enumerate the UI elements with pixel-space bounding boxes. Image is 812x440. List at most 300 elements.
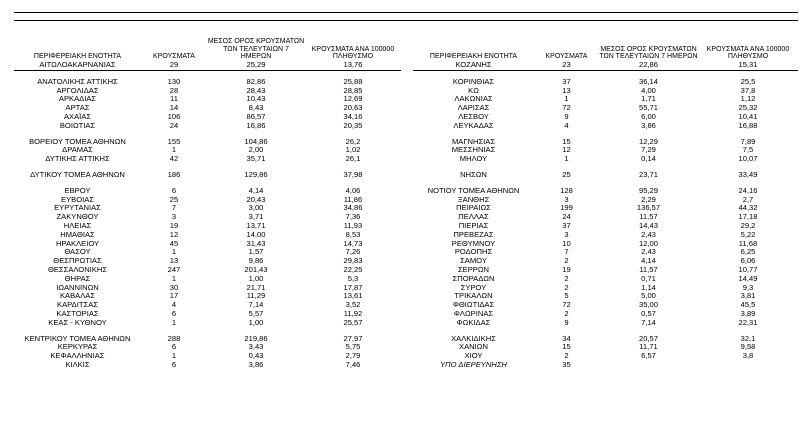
cell-region: ΘΑΣΟΥ xyxy=(64,248,91,257)
cell-avg7: 28,43 xyxy=(246,86,266,95)
cell-cases: 12 xyxy=(169,230,179,239)
cell-cases: 37 xyxy=(562,77,571,86)
cell-avg7: 35,00 xyxy=(638,301,658,310)
cell-cases: 34 xyxy=(562,334,571,343)
table-row xyxy=(14,319,401,328)
cell-per100k: 25,88 xyxy=(343,77,363,86)
cell-region: ΠΕΙΡΑΙΩΣ xyxy=(456,204,491,213)
cell-cases: 4 xyxy=(171,301,177,310)
col-header-region: ΠΕΡΙΦΕΡΕΙΑΚΗ ΕΝΟΤΗΤΑ xyxy=(429,53,518,61)
cell-region: ΚΩ xyxy=(468,86,479,95)
cell-avg7: 3,00 xyxy=(248,204,264,213)
cell-avg7: 0,43 xyxy=(248,352,264,361)
cell-region: ΣΠΟΡΑΔΩΝ xyxy=(452,274,495,283)
cell-avg7: 11,57 xyxy=(639,213,658,222)
cell-per100k: 15,31 xyxy=(698,61,798,70)
cell-avg7: 201,43 xyxy=(244,265,268,274)
cell-cases: 30 xyxy=(169,283,179,292)
cell-region: ΜΕΣΣΗΝΙΑΣ xyxy=(451,146,496,155)
cell-avg7: 22,86 xyxy=(599,61,698,70)
cell-region: ΑΧΑΪΑΣ xyxy=(63,112,92,121)
cell-cases: 2 xyxy=(564,257,569,266)
table-row xyxy=(413,87,798,96)
cell-cases: 186 xyxy=(167,170,181,179)
cell-cases: 1 xyxy=(564,155,569,164)
cell-cases: 1 xyxy=(171,146,177,155)
cell-avg7: 6,00 xyxy=(641,112,656,121)
cell-cases: 72 xyxy=(562,104,571,113)
cell-per100k: 22,31 xyxy=(738,318,758,327)
table-body-right xyxy=(413,61,798,370)
cell-cases: 17 xyxy=(169,292,179,301)
table-row xyxy=(413,352,798,361)
table-row xyxy=(14,87,401,96)
table-row xyxy=(14,204,401,213)
cell-cases: 15 xyxy=(562,137,571,146)
cell-per100k: 5,75 xyxy=(345,343,361,352)
cell-cases: 23 xyxy=(534,61,599,70)
cell-avg7: 7,29 xyxy=(641,146,656,155)
cell-region: ΙΩΑΝΝΙΝΩΝ xyxy=(56,283,99,292)
table-row xyxy=(413,204,798,213)
spacer-row xyxy=(14,131,401,138)
cell-avg7: 25,29 xyxy=(207,61,305,70)
cell-avg7: 14,43 xyxy=(638,221,658,230)
cell-region: ΚΟΡΙΝΘΙΑΣ xyxy=(452,77,495,86)
table-row xyxy=(413,155,798,164)
spacer-cell xyxy=(14,164,401,171)
cell-cases: 24 xyxy=(169,121,179,130)
cell-per100k: 25,57 xyxy=(343,318,363,327)
cell-region: ΡΕΘΥΜΝΟΥ xyxy=(451,239,496,248)
cell-cases: 19 xyxy=(169,221,179,230)
cell-avg7: 21,71 xyxy=(246,283,266,292)
table-row xyxy=(413,301,798,310)
cell-cases: 35 xyxy=(562,360,571,369)
cell-region: ΑΙΤΩΛΟΑΚΑΡΝΑΝΙΑΣ xyxy=(14,61,141,70)
table-row xyxy=(14,248,401,257)
cell-region: ΚΑΒΑΛΑΣ xyxy=(59,292,96,301)
left-table-panel xyxy=(14,30,401,370)
cell-per100k: 20,35 xyxy=(343,121,363,130)
cell-avg7: 5,57 xyxy=(248,309,264,318)
cell-cases: 72 xyxy=(562,301,571,310)
table-row xyxy=(413,310,798,319)
cell-per100k: 29,2 xyxy=(740,221,756,230)
top-rule xyxy=(14,12,798,13)
cell-cases: 3 xyxy=(564,195,569,204)
cell-avg7: 11,57 xyxy=(639,265,658,274)
table-row xyxy=(14,196,401,205)
table-row xyxy=(14,138,401,147)
cell-region: ΣΑΜΟΥ xyxy=(460,257,487,266)
cell-per100k: 37,8 xyxy=(740,86,756,95)
cell-cases: 7 xyxy=(564,248,569,257)
cell-cases: 1 xyxy=(171,248,177,257)
cell-per100k: 3,52 xyxy=(345,301,361,310)
cell-per100k: 2,7 xyxy=(742,195,754,204)
cell-per100k: 9,58 xyxy=(740,343,756,352)
cell-per100k: 13,76 xyxy=(305,61,401,70)
cell-region: ΖΑΚΥΝΘΟΥ xyxy=(56,213,99,222)
cell-per100k: 3,81 xyxy=(740,292,756,301)
table-row xyxy=(413,361,798,370)
cell-region: ΕΥΡΥΤΑΝΙΑΣ xyxy=(54,204,101,213)
cell-avg7: 0,71 xyxy=(641,274,656,283)
cell-avg7: 4,14 xyxy=(248,186,264,195)
table-row xyxy=(14,284,401,293)
spacer-row xyxy=(413,180,798,187)
cell-cases: 4 xyxy=(564,121,569,130)
spacer-row xyxy=(413,164,798,171)
cell-per100k: 5,22 xyxy=(740,230,756,239)
cell-avg7: 20,57 xyxy=(638,334,658,343)
cell-avg7: 12,00 xyxy=(638,239,658,248)
cell-cases: 9 xyxy=(564,112,569,121)
header-row xyxy=(14,30,401,61)
cell-per100k: 9,3 xyxy=(742,283,754,292)
cell-region: ΗΡΑΚΛΕΙΟΥ xyxy=(55,239,100,248)
cell-per100k: 1,12 xyxy=(740,95,756,104)
table-row xyxy=(413,196,798,205)
spacer-row xyxy=(413,131,798,138)
table-row xyxy=(14,61,401,70)
cell-per100k: 11,68 xyxy=(738,239,758,248)
cell-per100k: 8,53 xyxy=(345,230,361,239)
table-row xyxy=(413,319,798,328)
cell-per100k: 33,49 xyxy=(738,170,758,179)
cell-cases: 5 xyxy=(564,292,569,301)
cell-region: ΘΕΣΠΡΩΤΙΑΣ xyxy=(53,257,102,266)
cell-region: ΑΡΓΟΛΙΔΑΣ xyxy=(56,86,99,95)
spacer-cell xyxy=(413,180,798,187)
cell-cases: 6 xyxy=(171,309,177,318)
cell-per100k: 32,1 xyxy=(740,334,756,343)
cell-region: ΚΑΣΤΟΡΙΑΣ xyxy=(56,309,99,318)
cell-per100k: 12,69 xyxy=(343,95,363,104)
cell-cases: 1 xyxy=(171,274,177,283)
cell-avg7: 1,71 xyxy=(641,95,656,104)
cell-region: ΔΥΤΙΚΗΣ ΑΤΤΙΚΗΣ xyxy=(45,155,110,164)
cell-cases: 2 xyxy=(564,283,569,292)
cell-per100k: 28,85 xyxy=(343,86,363,95)
cell-per100k: 11,86 xyxy=(343,195,363,204)
cell-region: ΚΕΡΚΥΡΑΣ xyxy=(57,343,98,352)
spacer-cell xyxy=(413,131,798,138)
cell-cases: 15 xyxy=(562,343,571,352)
table-row xyxy=(413,61,798,70)
cell-region: ΠΙΕΡΙΑΣ xyxy=(458,221,489,230)
cases-table-right xyxy=(413,30,798,370)
cell-region: ΝΟΤΙΟΥ ΤΟΜΕΑ ΑΘΗΝΩΝ xyxy=(427,186,520,195)
table-row xyxy=(413,335,798,344)
cell-cases: 3 xyxy=(171,213,177,222)
table-row xyxy=(14,240,401,249)
cell-per100k: 1,02 xyxy=(345,146,361,155)
cell-cases: 45 xyxy=(169,239,179,248)
cell-per100k: 44,32 xyxy=(738,204,758,213)
cell-cases: 11 xyxy=(170,95,178,104)
cell-cases: 19 xyxy=(562,265,571,274)
cell-region: ΗΜΑΘΙΑΣ xyxy=(60,230,95,239)
cell-per100k: 16,88 xyxy=(738,121,758,130)
table-row xyxy=(14,146,401,155)
cell-avg7: 55,71 xyxy=(638,104,658,113)
table-row xyxy=(413,138,798,147)
cell-per100k: 3,8 xyxy=(742,352,754,361)
table-row xyxy=(14,187,401,196)
table-row xyxy=(413,257,798,266)
table-row xyxy=(413,213,798,222)
cell-cases: 247 xyxy=(167,265,181,274)
cell-per100k: 17,87 xyxy=(343,283,363,292)
cell-cases: 128 xyxy=(560,186,573,195)
spacer-cell xyxy=(14,70,401,78)
cell-region: ΔΡΑΜΑΣ xyxy=(62,146,93,155)
table-row xyxy=(14,231,401,240)
spacer-cell xyxy=(14,131,401,138)
table-row xyxy=(413,171,798,180)
cell-region: ΛΕΥΚΑΔΑΣ xyxy=(453,121,494,130)
cell-avg7: 2,00 xyxy=(248,146,264,155)
cell-region: ΑΝΑΤΟΛΙΚΗΣ ΑΤΤΙΚΗΣ xyxy=(37,77,118,86)
cell-avg7: 7,14 xyxy=(248,301,264,310)
cell-avg7: 23,71 xyxy=(638,170,658,179)
cell-region: ΝΗΣΩΝ xyxy=(460,170,487,179)
table-row xyxy=(413,187,798,196)
cell-per100k: 11,93 xyxy=(343,221,363,230)
cell-avg7: 0,14 xyxy=(641,155,656,164)
cell-avg7: 7,14 xyxy=(641,318,656,327)
cell-avg7: 16,86 xyxy=(246,121,266,130)
cell-cases: 12 xyxy=(562,146,571,155)
cell-avg7: 4,14 xyxy=(641,257,656,266)
cell-cases: 1 xyxy=(171,352,177,361)
cell-per100k: 25,5 xyxy=(740,77,756,86)
cell-avg7: 2,43 xyxy=(641,230,656,239)
spacer-cell xyxy=(413,70,798,78)
cell-per100k: 7,46 xyxy=(345,360,361,369)
cell-per100k: 37,98 xyxy=(343,170,363,179)
cell-region: ΦΩΚΙΔΑΣ xyxy=(456,318,491,327)
cell-region: ΗΛΕΙΑΣ xyxy=(63,221,92,230)
table-row xyxy=(413,292,798,301)
cell-region: ΚΕΑΣ - ΚΥΘΝΟΥ xyxy=(48,318,107,327)
cell-per100k: 7,89 xyxy=(740,137,756,146)
table-row xyxy=(14,275,401,284)
table-row xyxy=(413,146,798,155)
cell-region: ΕΒΡΟΥ xyxy=(64,186,91,195)
cell-avg7: 11,71 xyxy=(639,343,658,352)
cell-cases: 14 xyxy=(169,104,179,113)
col-header-per100k: ΚΡΟΥΣΜΑΤΑ ΑΝΑ 100000 ΠΛΗΘΥΣΜΟ xyxy=(311,45,395,61)
cell-avg7: 86,57 xyxy=(246,112,266,121)
cell-per100k: 29,83 xyxy=(343,257,363,266)
cell-avg7: 104,86 xyxy=(244,137,268,146)
cell-region: ΚΕΝΤΡΙΚΟΥ ΤΟΜΕΑ ΑΘΗΝΩΝ xyxy=(24,334,131,343)
table-row xyxy=(14,335,401,344)
table-row xyxy=(413,122,798,131)
table-row xyxy=(14,155,401,164)
cell-cases: 6 xyxy=(171,186,177,195)
cell-region: ΥΠΟ ΔΙΕΡΕΥΝΗΣΗ xyxy=(440,360,507,369)
col-header-avg7: ΜΕΣΟΣ ΟΡΟΣ ΚΡΟΥΣΜΑΤΩΝ ΤΩΝ ΤΕΛΕΥΤΑΙΩΝ 7 ΗΜΕΡΩΝ xyxy=(207,38,305,61)
table-row xyxy=(14,95,401,104)
table-row xyxy=(14,171,401,180)
table-row xyxy=(14,78,401,87)
table-row xyxy=(14,361,401,370)
cell-region: ΚΟΖΑΝΗΣ xyxy=(413,61,534,70)
col-header-cases: ΚΡΟΥΣΜΑΤΑ xyxy=(153,53,195,61)
cell-cases: 28 xyxy=(169,86,179,95)
cell-cases: 6 xyxy=(171,360,177,369)
cell-region: ΑΡΚΑΔΙΑΣ xyxy=(58,95,97,104)
spacer-cell xyxy=(413,328,798,335)
spacer-row xyxy=(14,180,401,187)
cell-cases: 24 xyxy=(562,213,571,222)
cell-avg7: 10,43 xyxy=(246,95,266,104)
cell-avg7: 12,29 xyxy=(638,137,658,146)
cell-per100k: 7,26 xyxy=(345,248,361,257)
cell-per100k: 26,1 xyxy=(345,155,361,164)
header-rule xyxy=(14,20,798,21)
right-table-panel xyxy=(413,30,798,370)
cell-avg7: 3,43 xyxy=(248,343,264,352)
cell-avg7: 35,71 xyxy=(246,155,266,164)
cell-cases: 29 xyxy=(141,61,207,70)
cell-per100k: 13,61 xyxy=(343,292,363,301)
cell-per100k: 10,41 xyxy=(738,112,758,121)
cell-per100k: 22,25 xyxy=(343,265,363,274)
table-row xyxy=(14,104,401,113)
cell-cases: 199 xyxy=(560,204,573,213)
table-row xyxy=(413,240,798,249)
spacer-row xyxy=(14,164,401,171)
cell-region: ΚΙΛΚΙΣ xyxy=(65,360,90,369)
table-row xyxy=(14,113,401,122)
table-row xyxy=(14,257,401,266)
cell-avg7: 13,71 xyxy=(246,221,266,230)
cell-avg7: 136,57 xyxy=(636,204,661,213)
cell-avg7: 20,43 xyxy=(246,195,266,204)
cell-cases: 6 xyxy=(171,343,177,352)
cell-per100k: 34,16 xyxy=(343,112,363,121)
cell-avg7: 0,57 xyxy=(641,309,656,318)
table-row xyxy=(14,266,401,275)
cell-region: ΦΘΙΩΤΙΔΑΣ xyxy=(452,301,495,310)
cell-per100k: 11,92 xyxy=(343,309,363,318)
cell-cases: 7 xyxy=(171,204,177,213)
spacer-row xyxy=(413,328,798,335)
cell-region: ΔΥΤΙΚΟΥ ΤΟΜΕΑ ΑΘΗΝΩΝ xyxy=(30,170,125,179)
spacer-cell xyxy=(14,328,401,335)
cell-per100k: 10,07 xyxy=(738,155,758,164)
cell-avg7: 3,86 xyxy=(641,121,656,130)
cell-region: ΧΑΝΙΩΝ xyxy=(459,343,488,352)
table-row xyxy=(413,343,798,352)
cell-cases: 1 xyxy=(171,318,177,327)
col-header-region: ΠΕΡΙΦΕΡΕΙΑΚΗ ΕΝΟΤΗΤΑ xyxy=(33,53,122,61)
cell-cases: 25 xyxy=(169,195,179,204)
spacer-cell xyxy=(14,180,401,187)
cell-avg7: 1,14 xyxy=(641,283,656,292)
cell-avg7: 129,86 xyxy=(244,170,268,179)
cell-per100k: 4,06 xyxy=(345,186,361,195)
cell-region: ΣΥΡΟΥ xyxy=(460,283,487,292)
cell-avg7: 1,00 xyxy=(248,274,264,283)
cell-avg7: 6,57 xyxy=(641,352,656,361)
cell-avg7: 36,14 xyxy=(638,77,658,86)
cell-cases: 13 xyxy=(562,86,571,95)
cell-avg7: 5,00 xyxy=(641,292,656,301)
cell-cases: 9 xyxy=(564,318,569,327)
cell-per100k: 45,5 xyxy=(740,301,756,310)
cases-table-left xyxy=(14,30,401,370)
cell-per100k: 5,3 xyxy=(347,274,359,283)
cell-cases: 25 xyxy=(562,170,571,179)
table-row xyxy=(413,231,798,240)
cell-region: ΘΗΡΑΣ xyxy=(64,274,91,283)
cell-per100k: 17,18 xyxy=(738,213,758,222)
table-row xyxy=(14,343,401,352)
cell-per100k: 3,89 xyxy=(740,309,756,318)
cell-region: ΛΑΚΩΝΙΑΣ xyxy=(454,95,493,104)
cell-per100k: 7,36 xyxy=(345,213,361,222)
cell-per100k: 6,25 xyxy=(740,248,756,257)
cell-cases: 10 xyxy=(562,239,571,248)
cell-region: ΒΟΡΕΙΟΥ ΤΟΜΕΑ ΑΘΗΝΩΝ xyxy=(29,137,126,146)
spacer-row xyxy=(413,70,798,78)
cell-avg7 xyxy=(599,361,698,370)
cell-cases: 155 xyxy=(167,137,181,146)
cell-avg7: 1,00 xyxy=(248,318,264,327)
cell-region: ΣΕΡΡΩΝ xyxy=(457,265,490,274)
table-body-left xyxy=(14,61,401,370)
cell-cases: 2 xyxy=(564,309,569,318)
cell-region: ΞΑΝΘΗΣ xyxy=(457,195,490,204)
cell-region: ΧΙΟΥ xyxy=(464,352,483,361)
cell-avg7: 9,86 xyxy=(248,257,264,266)
table-row xyxy=(413,275,798,284)
cell-avg7: 2,43 xyxy=(641,248,656,257)
cell-per100k: 2,79 xyxy=(345,352,361,361)
cell-avg7: 219,86 xyxy=(244,334,268,343)
cell-per100k: 27,97 xyxy=(343,334,363,343)
table-row xyxy=(14,213,401,222)
table-row xyxy=(413,248,798,257)
cell-region: ΠΕΛΛΑΣ xyxy=(458,213,489,222)
cell-region: ΠΡΕΒΕΖΑΣ xyxy=(453,230,494,239)
cell-region: ΧΑΛΚΙΔΙΚΗΣ xyxy=(451,334,496,343)
col-header-avg7: ΜΕΣΟΣ ΟΡΟΣ ΚΡΟΥΣΜΑΤΩΝ ΤΩΝ ΤΕΛΕΥΤΑΙΩΝ 7 ΗΜΕΡΩΝ xyxy=(599,45,698,61)
table-row xyxy=(413,222,798,231)
cell-cases: 37 xyxy=(562,221,571,230)
cell-per100k: 34,86 xyxy=(343,204,363,213)
cell-per100k: 20,63 xyxy=(343,104,363,113)
cell-region: ΤΡΙΚΑΛΩΝ xyxy=(454,292,493,301)
cell-cases: 130 xyxy=(167,77,181,86)
cell-avg7: 3,86 xyxy=(248,360,264,369)
cell-avg7: 82,86 xyxy=(246,77,266,86)
cell-cases: 13 xyxy=(169,257,179,266)
cell-per100k: 24,16 xyxy=(738,186,758,195)
header-row xyxy=(413,30,798,61)
table-row xyxy=(14,310,401,319)
cell-avg7: 4,00 xyxy=(641,86,656,95)
cell-per100k: 14,73 xyxy=(343,239,363,248)
cell-per100k xyxy=(698,361,798,370)
cell-per100k: 7,5 xyxy=(742,146,754,155)
